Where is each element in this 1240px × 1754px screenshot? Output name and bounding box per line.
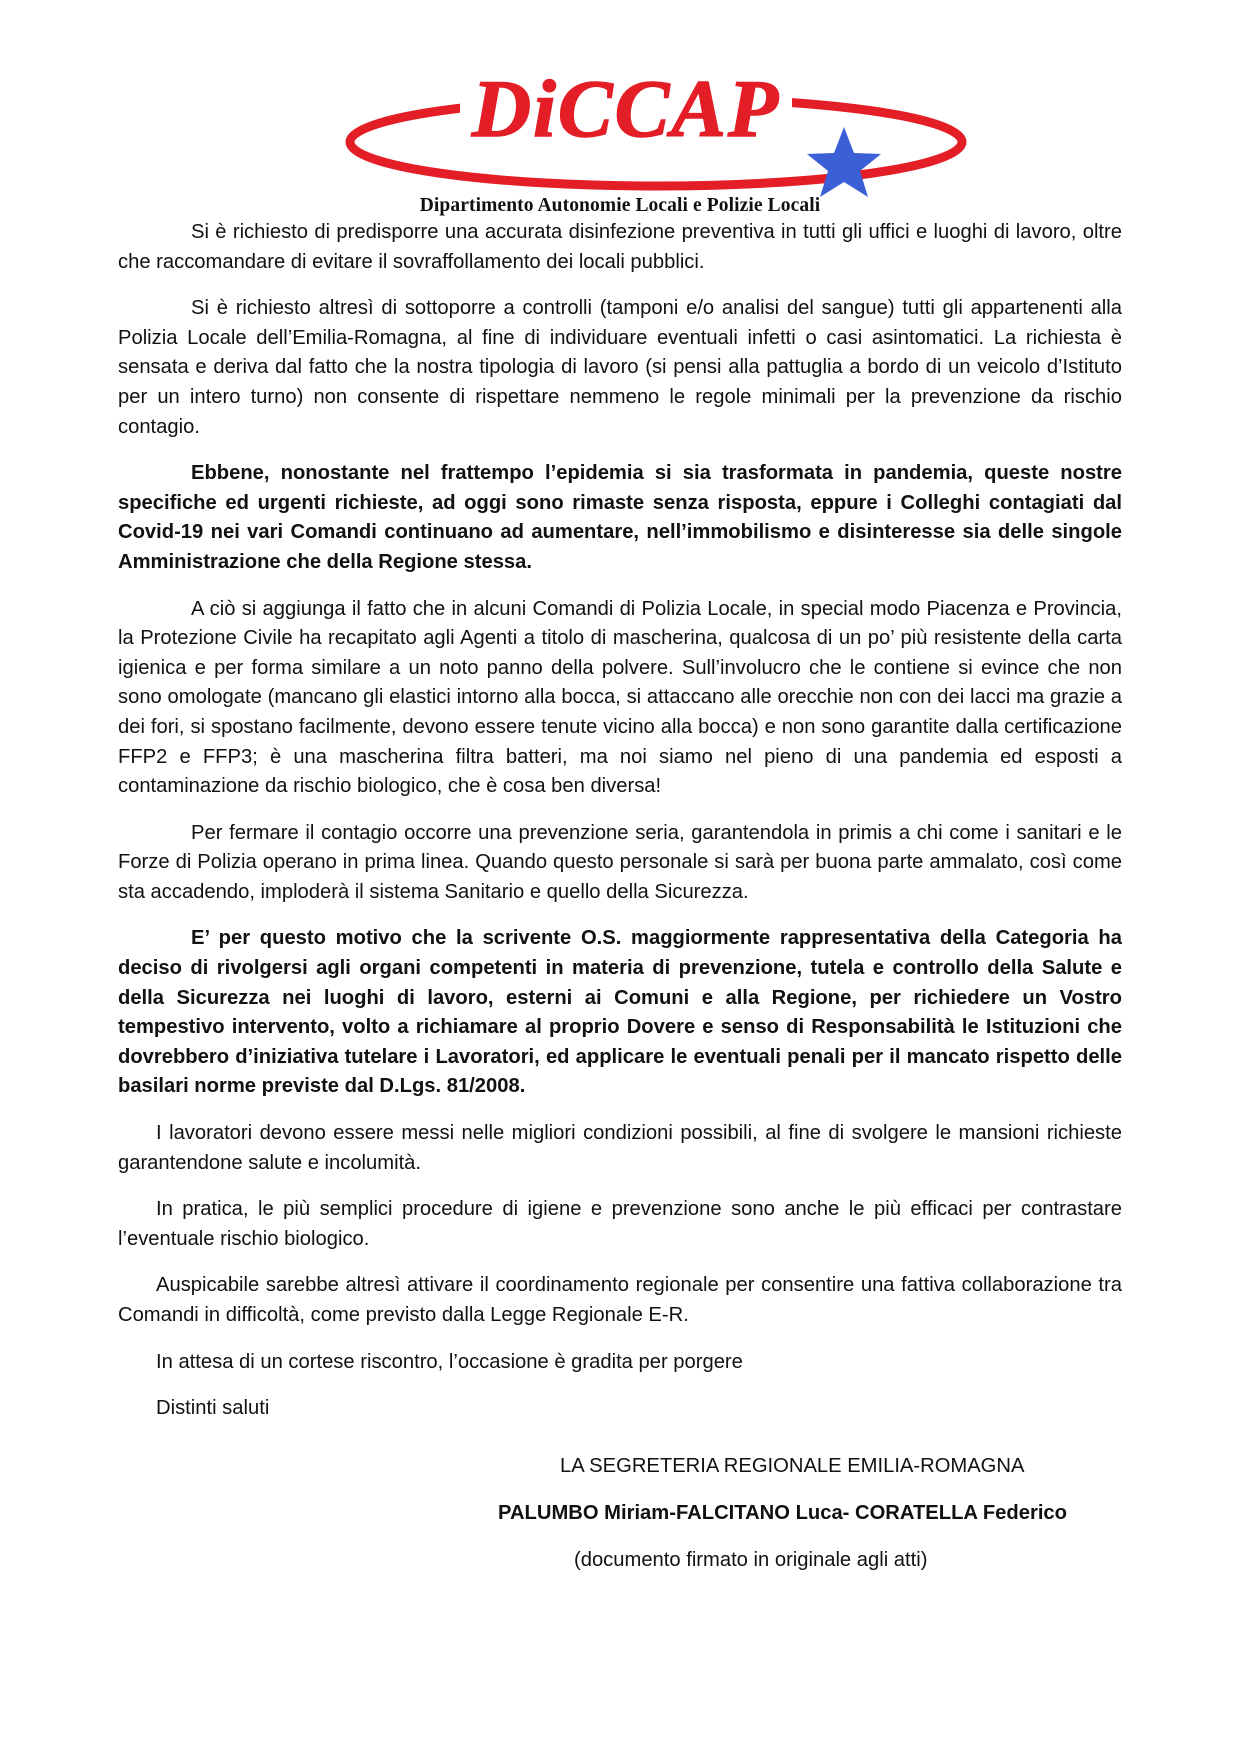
paragraph-prevention: Per fermare il contagio occorre una prevenzione seria, garantendola in primis a chi come i sanitari e le Forze di Polizia operano in prima linea. Quando questo personale si sarà per buona parte ammalato, così come sta accadendo, imploderà il sistema Sanitario e quello della Sicurezza. (118, 821, 1122, 903)
closing-greeting: Distinti saluti (156, 1397, 270, 1420)
logo-text: DiCCAP (471, 63, 781, 154)
star-icon (807, 127, 881, 197)
signature-office: LA SEGRETERIA REGIONALE EMILIA-ROMAGNA (560, 1455, 1025, 1477)
signature-note: (documento firmato in originale agli atti) (574, 1549, 928, 1571)
paragraph-coordination: Auspicabile sarebbe altresì attivare il coordinamento regionale per consentire una fattiva collaborazione tra Comandi in difficoltà, come previsto dalla Legge Regionale E-R. (118, 1274, 1122, 1326)
paragraph-hygiene: In pratica, le più semplici procedure di igiene e prevenzione sono anche le più efficaci per contrastare l’eventuale rischio biologico. (118, 1198, 1122, 1250)
closing-line: In attesa di un cortese riscontro, l’occasione è gradita per porgere (156, 1350, 743, 1373)
paragraph-no-response: Ebbene, nonostante nel frattempo l’epidemia si sia trasformata in pandemia, queste nostre specifiche ed urgenti richieste, ad oggi sono rimaste senza risposta, eppure i Colleghi contagiati dal Covid-19 nei vari Comandi continuano ad aumentare, nell’immobilismo e disinteresse sia delle singole Amministrazione che della Regione stessa. (118, 462, 1122, 573)
letter-body (118, 218, 1122, 1441)
diccap-logo (338, 62, 974, 202)
signature-names: PALUMBO Miriam-FALCITANO Luca- CORATELLA Federico (498, 1502, 1067, 1524)
paragraph-masks: A ciò si aggiunga il fatto che in alcuni Comandi di Polizia Locale, in special modo Piacenza e Provincia, la Protezione Civile ha recapitato agli Agenti a titolo di mascherina, qualcosa di un po’ più resistente della carta igienica e per forma similare a un noto panno della polvere. Sull’involucro che le contiene si evince che non sono omologate (mancano gli elastici intorno alla bocca, si attaccano alle orecchie non con dei lacci ma grazie a dei fori, si spostano facilmente, devono essere tenute vicino alla bocca) e non sono garantite dalla certificazione FFP2 e FFP3; è una mascherina filtra batteri, ma noi siamo nel pieno di una pandemia ed esposti a contaminazione da rischio biologico, che è cosa ben diversa! (118, 597, 1122, 798)
department-name: Dipartimento Autonomie Locali e Polizie Locali (419, 195, 821, 216)
paragraph-request: E’ per questo motivo che la scrivente O.S. maggiormente rappresentativa della Categoria ha deciso di rivolgersi agli organi competenti in materia di prevenzione, tutela e controllo della Salute e della Sicurezza nei luoghi di lavoro, esterni ai Comuni e alla Regione, per richiedere un Vostro tempestivo intervento, volto a richiamare al proprio Dovere e senso di Responsabilità le Istituzioni che dovrebbero d’iniziativa tutelare i Lavoratori, ed applicare le eventuali penali per il mancato rispetto delle basilari norme previste dal D.Lgs. 81/2008. (118, 927, 1122, 1098)
paragraph-disinfection: Si è richiesto di predisporre una accurata disinfezione preventiva in tutti gli uffici e luoghi di lavoro, oltre che raccomandare di evitare il sovraffollamento dei locali pubblici. (118, 221, 1122, 273)
paragraph-workers: I lavoratori devono essere messi nelle migliori condizioni possibili, al fine di svolgere le mansioni richieste garantendone salute e incolumità. (118, 1122, 1122, 1174)
paragraph-testing: Si è richiesto altresì di sottoporre a controlli (tamponi e/o analisi del sangue) tutti gli appartenenti alla Polizia Locale dell’Emilia-Romagna, al fine di individuare eventuali infetti o casi asintomatici. La richiesta è sensata e deriva dal fatto che la nostra tipologia di lavoro (si pensi alla pattuglia a bordo di un veicolo d’Istituto per un intero turno) non consente di rispettare nemmeno le regole minimali per la prevenzione da rischio contagio. (118, 297, 1122, 438)
